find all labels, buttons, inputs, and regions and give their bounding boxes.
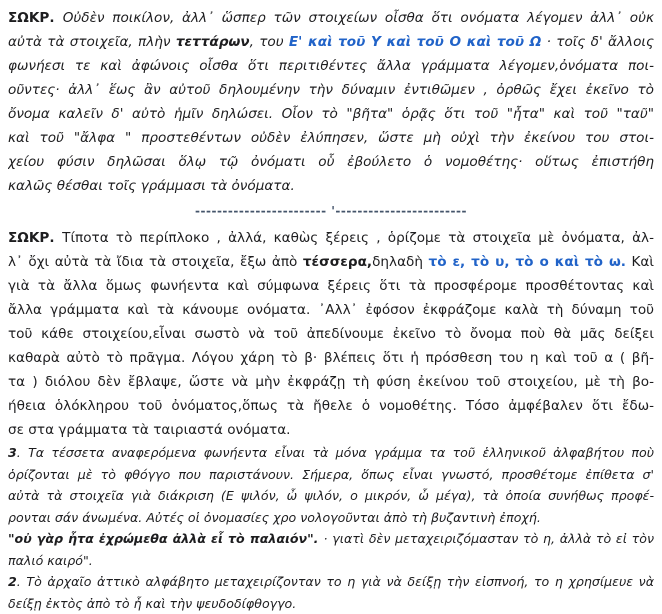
text-segment: . Τα τέσσετα αναφερόμενα φωνήεντα εἶναι τὰ μόνα γράμμα τα τοῦ ἑλληνικοῦ ἀλφαβήτου ποὺ xyxy=(16,445,654,460)
text-line xyxy=(8,54,654,78)
text-line xyxy=(8,274,654,298)
text-segment: "οὐ γὰρ ἦτα ἐχρώμεθα ἀλλὰ εἶ τὸ παλαιόν". xyxy=(8,531,324,546)
text-line xyxy=(8,464,654,486)
text-segment: τεττάρων xyxy=(175,34,250,50)
text-line xyxy=(8,418,654,442)
text-segment: τὸ ε, τὸ υ, τὸ ο καὶ τὸ ω. xyxy=(428,254,626,270)
text-segment: τα ) διόλου δὲν ἔβλαψε, ὥστε νὰ μὴν ἐκφράζῃ τὴ φύση ἐκείνου τοῦ στοιχείου, μὲ τὴ βο- xyxy=(8,374,654,390)
footnote-3 xyxy=(8,442,654,528)
text-segment: παλιό καιρό". xyxy=(8,552,93,568)
text-segment: καλῶς θέσθαι τοῖς γράμμασι τὰ ὀνόματα. xyxy=(8,178,295,194)
text-line xyxy=(8,528,654,550)
text-segment: Οὐδὲν ποικίλον, ἀλλ᾽ ὥσπερ τῶν στοιχείων οἶσθα ὅτι ονόματα λέγομεν ἀλλ᾽ οὐκ xyxy=(62,10,654,26)
text-line xyxy=(8,126,654,150)
text-line xyxy=(8,298,654,322)
text-segment: ήθεια ὁλόκληρου τοῦ ὀνόματος,ὅπως τὰ ἤθελε ὁ νομοθέτης. Τόσο ἀμφέβαλεν ὅτι ἔδω- xyxy=(8,398,654,414)
text-segment: ρονται σάν άνωμένα. Αὐτές οἱ ὀνομασίες χρο νολογοῦνται ἀπὸ τὴ βυζαντινὴ ἐποχή. xyxy=(8,509,541,525)
socrates-ancient-greek-paragraph xyxy=(8,6,654,198)
text-segment: τοῦ κάθε στοιχείου,εἶναι σωστὸ νὰ τοῦ ἀπεδίνουμε ἐκεῖνο τὸ ὄνομα ποὺ θὰ μᾶς δείξει xyxy=(8,326,654,342)
footnote-2 xyxy=(8,571,654,614)
text-line xyxy=(8,102,654,126)
text-segment: Ε' καὶ τοῦ Υ καὶ τοῦ Ο καὶ τοῦ Ω xyxy=(288,34,542,50)
text-line xyxy=(8,507,654,529)
text-segment: δείξῃ ἐκτὸς ἀπὸ τὸ ἦ καὶ τὴν ψευδοδίφθογγο. xyxy=(8,595,297,611)
text-segment: γιὰ τὰ ἄλλα ὅμως φωνήεντα καὶ σύμφωνα ξέρεις ὅτι τὰ προσφέρομε προσθέτοντας καὶ xyxy=(8,278,654,294)
text-segment: ΣΩΚΡ. xyxy=(8,10,63,26)
text-line xyxy=(8,250,654,274)
text-line xyxy=(8,30,654,54)
text-segment: ἄλλα γράμματα καὶ τὰ κάνουμε ονόματα. ᾽Αλλ᾽ ἐφόσον ἐκφράζομε καλὰ τὴ δύναμη τοῦ xyxy=(8,302,654,318)
text-segment: λ᾽ ὄχι αὐτὰ τὰ ἴδια τὰ στοιχεῖα, ἔξω ἀπὸ xyxy=(8,254,303,270)
text-segment: σε στα γράμματα τὰ ταιριαστά ονόματα. xyxy=(8,422,291,438)
text-line xyxy=(8,571,654,593)
text-segment: δηλαδὴ xyxy=(372,254,429,270)
text-line xyxy=(8,6,654,30)
text-segment: αὐτὰ τὰ στοιχεῖα, πλὴν xyxy=(8,34,176,50)
section-separator: ------------------------ '------------------------ xyxy=(195,204,467,218)
text-line xyxy=(8,485,654,507)
text-line xyxy=(8,550,654,572)
text-line xyxy=(8,322,654,346)
text-line xyxy=(8,150,654,174)
text-line xyxy=(8,174,654,198)
text-segment: αὐτὰ τὰ στοιχεῖα γιὰ διάκριση (Ε ψιλόν, ὦ ψιλόν, ο μικρόν, ὦ μέγα), τὰ ὁποία συνήθως προφέ- xyxy=(8,488,654,503)
text-segment: · γιατὶ δὲν μεταχειριζόμασταν τὸ η, ἀλλὰ τὸ εἰ τὸν xyxy=(323,531,654,546)
text-line xyxy=(8,78,654,102)
text-line xyxy=(8,346,654,370)
text-segment: καὶ τοῦ "ἄλφα " προστεθέντων οὐδὲν ἐλύπησεν, ὥστε μὴ οὐχὶ τὴν ἐκείνου του στοι- xyxy=(8,130,654,146)
text-segment: ὁρίζονται μὲ τὸ φθόγγο που παριστάνουν. Σήμερα, ὅπως εἶναι γνωστό, προσθέτομε ἐπίθετα σ' xyxy=(8,466,654,482)
text-line xyxy=(8,442,654,464)
text-line xyxy=(8,226,654,250)
text-segment: · τοῖς δ' ἄλλοις xyxy=(541,34,654,50)
quoted-phrase-block xyxy=(8,528,654,571)
socrates-translation-paragraph xyxy=(8,226,654,442)
text-segment: καθαρὰ αὐτὸ τὸ πρᾶγμα. Λόγου χάρη τὸ β· βλέπεις ὅτι ἡ πρόσθεση του η καὶ τοῦ α ( βῆ- xyxy=(8,350,654,366)
text-segment: φωνήεσι τε καὶ ἀφώνοις οἶσθα ὅτι περιτιθέντες ἄλλα γράμματα λέγομεν,ὀνόματα ποι- xyxy=(8,58,654,74)
text-segment: Καὶ xyxy=(625,254,654,270)
text-segment: χείου φύσιν δηλῶσαι ὅλῳ τῷ ὀνόματι οὗ ἐβούλετο ὁ νομοθέτης· οὕτως ἐπιστήθη xyxy=(8,154,654,170)
text-line xyxy=(8,370,654,394)
text-line xyxy=(8,394,654,418)
text-segment: 2 xyxy=(8,574,17,589)
text-line xyxy=(8,593,654,614)
text-segment: . Τὸ ἀρχαῖο ἀττικὸ αλφάβητο μεταχειρίζονταν το η γιὰ νὰ δείξῃ τὴν εἰσπνοή, το η χρησίμευε νὰ xyxy=(16,574,654,589)
text-segment: 3 xyxy=(8,445,17,460)
text-segment: τέσσερα, xyxy=(302,254,373,270)
text-segment: οῦντες· ἀλλ᾽ ἕως ἂν αὐτοῦ δηλουμένην τὴν δύναμιν ἐντιθῶμεν , ὀρθῶς ἔχει ἐκεῖνο τὸ xyxy=(8,82,654,98)
text-segment: ὄνομα καλεῖν δ' αὐτὸ ἡμῖν δηλώσει. Οἷον τὸ "βῆτα" ὁρᾷς ὅτι τοῦ "ἦτα" καὶ τοῦ "ταῦ" xyxy=(8,106,654,122)
text-segment: , του xyxy=(249,34,289,50)
text-segment: Τίποτα τὸ περίπλοκο , ἀλλά, καθὼς ξέρεις , ὁρίζομε τὰ στοιχεῖα μὲ ὀνόματα, ἀλ- xyxy=(62,230,654,246)
text-segment: ΣΩΚΡ. xyxy=(8,230,63,246)
